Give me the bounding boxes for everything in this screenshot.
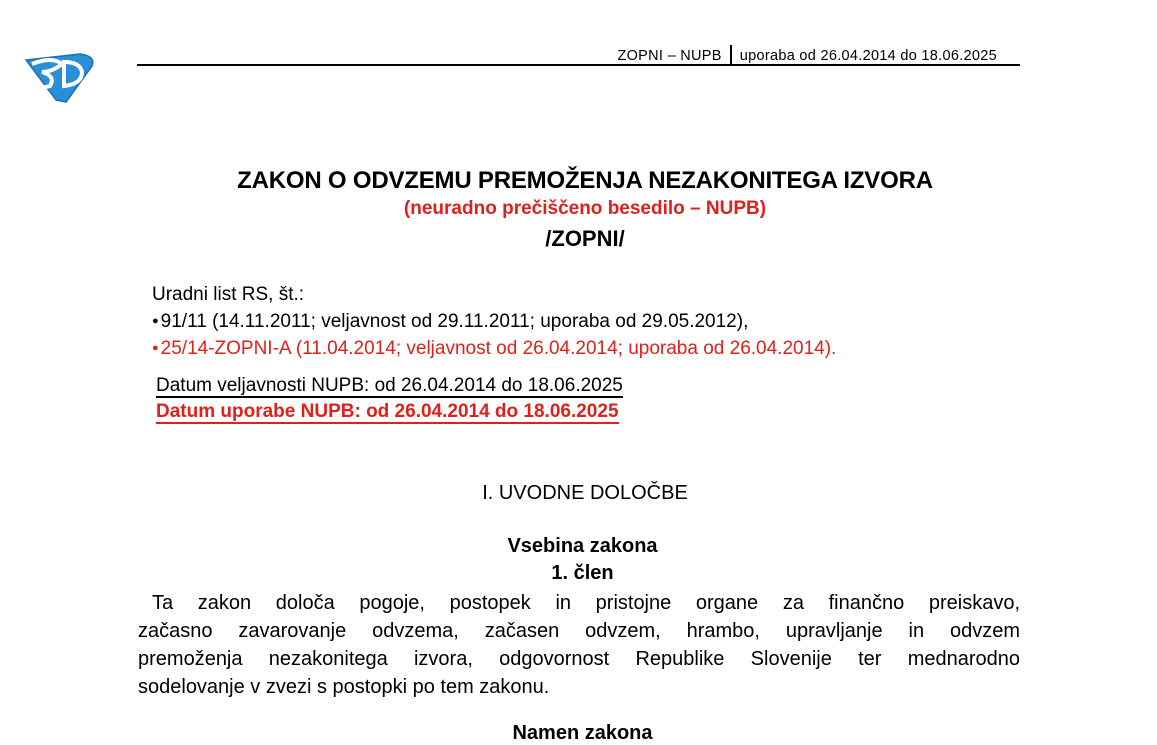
document-abbreviation: /ZOPNI/ [545,226,625,251]
paragraph-line: začasno zavarovanje odvzema, začasen odvzem, hrambo, upravljanje in odvzem [138,620,1020,642]
paragraph-line: sodelovanje v zvezi s postopki po tem zakonu. [138,676,550,698]
gazette-label: Uradni list RS, št.: [152,284,305,305]
document-subtitle: (neuradno prečiščeno besedilo – NUPB) [403,198,767,219]
gazette-item-text: 25/14-ZOPNI-A (11.04.2014; veljavnost od 26.04.2014; uporaba od 26.04.2014). [160,338,837,359]
gazette-item [152,338,836,360]
bullet-icon: ● [152,315,159,327]
article-paragraph [138,589,1020,701]
header-abbreviation: ZOPNI – NUPB [617,48,722,64]
bullet-icon: ● [152,342,159,354]
header-separator [730,45,732,64]
gazette-item [152,311,748,333]
paragraph-line: Ta zakon določa pogoje, postopek in pristojne organe za finančno preiskavo, [152,592,1020,614]
paragraph-line: premoženja nezakonitega izvora, odgovornost Republike Slovenije ter mednarodno [138,648,1020,670]
article-title: Namen zakona [512,722,653,744]
running-header [0,45,997,64]
article-title: Vsebina zakona [507,535,658,557]
usage-date: Datum uporabe NUPB: od 26.04.2014 do 18.06.2025 [156,401,619,422]
gazette-item-text: 91/11 (14.11.2011; veljavnost od 29.11.2011; uporaba od 29.05.2012), [160,311,749,332]
header-rule [137,64,1020,66]
article-number: 1. člen [551,562,614,584]
validity-date: Datum veljavnosti NUPB: od 26.04.2014 do 18.06.2025 [156,375,623,396]
document-title: ZAKON O ODVZEMU PREMOŽENJA NEZAKONITEGA IZVORA [237,167,933,194]
chapter-heading: I. UVODNE DOLOČBE [482,482,688,504]
header-usage-dates: uporaba od 26.04.2014 do 18.06.2025 [739,48,997,64]
